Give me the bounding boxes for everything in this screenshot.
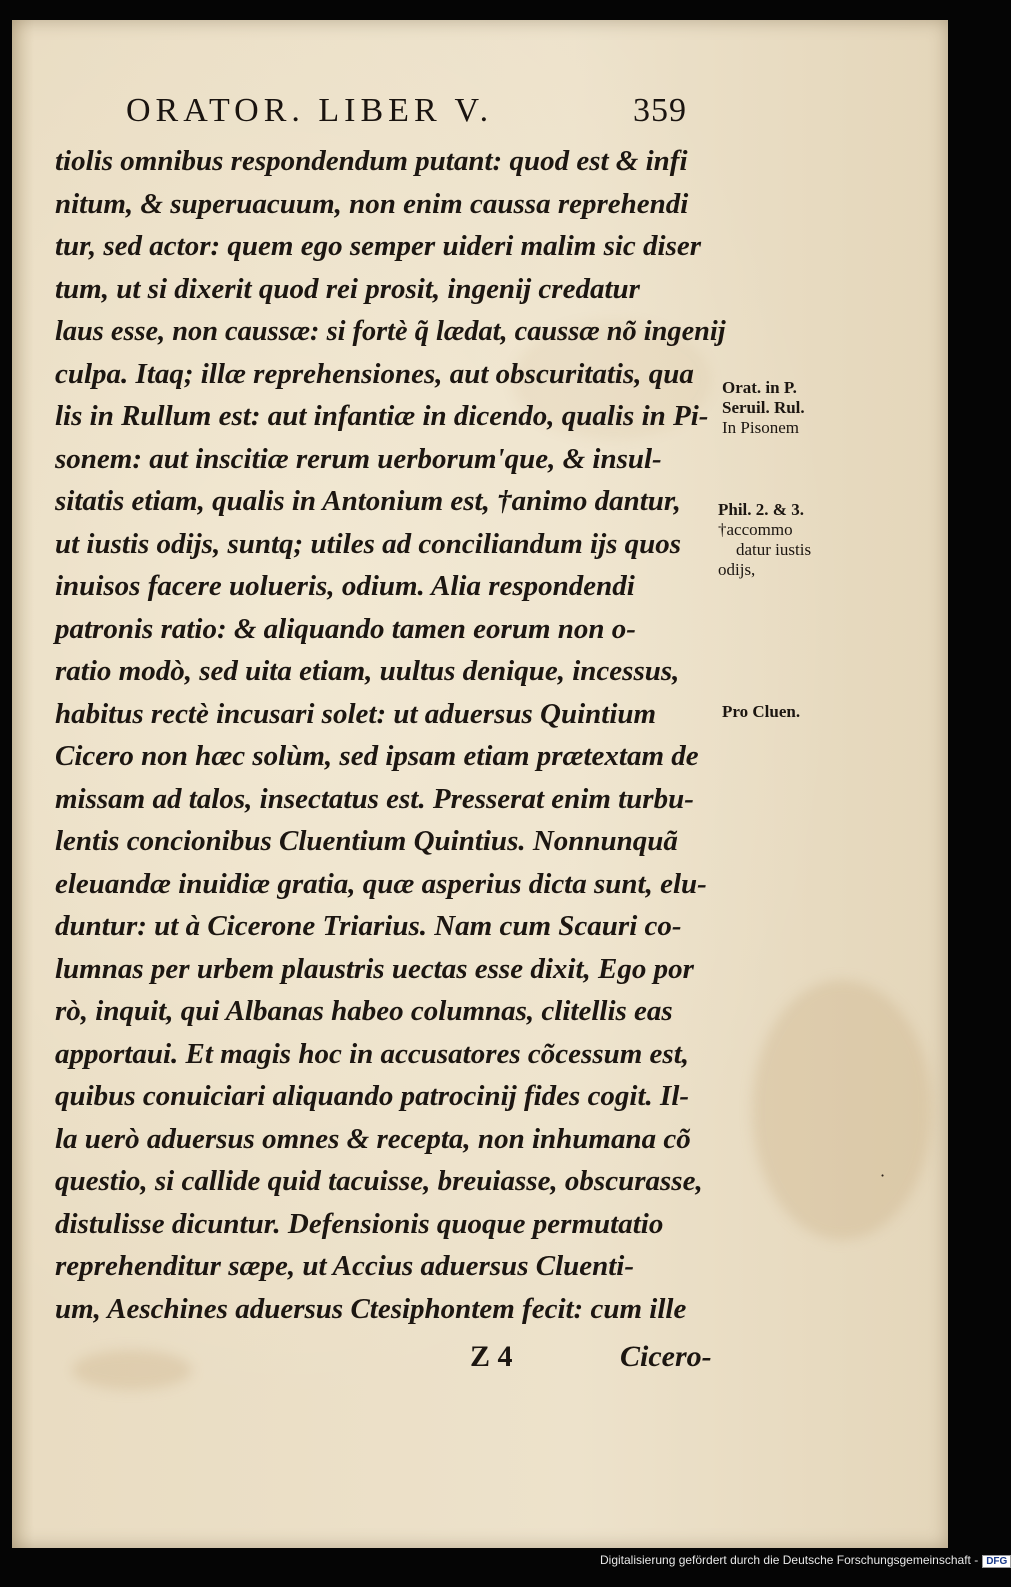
text-line: habitus rectè incusari solet: ut aduersus Quintium <box>55 697 657 730</box>
page-number: 359 <box>633 92 687 129</box>
digitization-footer <box>600 1553 1008 1573</box>
margin-note-line: Phil. 2. & 3. <box>718 500 804 519</box>
text-line: missam ad talos, insectatus est. Presserat enim turbu- <box>55 782 694 815</box>
text-line: sonem: aut inscitiæ rerum uerborum'que, & insul- <box>55 442 662 475</box>
text-line: questio, si callide quid tacuisse, breuiasse, obscurasse, <box>55 1165 703 1197</box>
footer-text: Digitalisierung gefördert durch die Deutsche Forschungsgemeinschaft - <box>600 1553 979 1567</box>
margin-note-line: odijs, <box>718 560 756 579</box>
margin-note-line: Seruil. Rul. <box>722 398 805 417</box>
text-line: patronis ratio: & aliquando tamen eorum non o- <box>55 612 636 645</box>
text-line: rò, inquit, qui Albanas habeo columnas, clitellis eas <box>55 995 673 1027</box>
text-line: um, Aeschines aduersus Ctesiphontem fecit: cum ille <box>55 1292 687 1325</box>
margin-note-line: Orat. in P. <box>722 378 797 397</box>
text-line: ratio modò, sed uita etiam, uultus denique, incessus, <box>55 655 680 687</box>
margin-note-pro-cluen <box>722 702 800 722</box>
margin-note-line: datur iustis <box>736 540 812 559</box>
text-line: culpa. Itaq; illæ reprehensiones, aut obscuritatis, qua <box>55 357 694 390</box>
text-line: apportaui. Et magis hoc in accusatores cõcessum est, <box>55 1037 690 1070</box>
ink-speck-icon: · <box>880 1166 886 1185</box>
margin-note-orat-in-p <box>722 378 805 438</box>
text-line: lumnas per urbem plaustris uectas esse dixit, Ego por <box>55 952 694 985</box>
text-line: tur, sed actor: quem ego semper uideri malim sic diser <box>55 230 702 262</box>
text-line: sitatis etiam, qualis in Antonium est, †animo dantur, <box>55 485 681 517</box>
text-line: la uerò aduersus omnes & recepta, non inhumana cõ <box>55 1122 691 1155</box>
margin-note-phil <box>718 500 811 580</box>
text-line: lentis concionibus Cluentium Quintius. Nonnunquã <box>55 825 678 857</box>
signature-mark: Z 4 <box>470 1340 513 1373</box>
text-line: inuisos facere uolueris, odium. Alia respondendi <box>55 570 635 602</box>
text-line: ut iustis odijs, suntq; utiles ad conciliandum ijs quos <box>55 527 682 560</box>
text-line: reprehenditur sæpe, ut Accius aduersus Cluenti- <box>55 1250 635 1282</box>
catchword: Cicero- <box>620 1340 712 1373</box>
text-line: Cicero non hæc solùm, sed ipsam etiam prætextam de <box>55 740 699 772</box>
running-header <box>118 90 718 140</box>
text-line: lis in Rullum est: aut infantiæ in dicendo, qualis in Pi- <box>55 400 709 432</box>
margin-note-line: †accommo <box>718 520 793 539</box>
text-line: nitum, & superuacuum, non enim caussa reprehendi <box>55 187 689 220</box>
running-title: ORATOR. LIBER V. <box>126 92 494 129</box>
text-line: tum, ut si dixerit quod rei prosit, ingenij credatur <box>55 272 640 305</box>
margin-note-line: Pro Cluen. <box>722 702 801 721</box>
text-line: quibus conuiciari aliquando patrocinij fides cogit. Il- <box>55 1080 690 1112</box>
dfg-logo-icon: DFG <box>982 1555 1011 1568</box>
text-line: tiolis omnibus respondendum putant: quod est & infi <box>55 145 688 177</box>
text-line: eleuandæ inuidiæ gratia, quæ asperius dicta sunt, elu- <box>55 867 707 900</box>
text-line: duntur: ut à Cicerone Triarius. Nam cum Scauri co- <box>55 910 682 942</box>
text-line: laus esse, non caussæ: si fortè q̃ lædat, caussæ nõ ingenij <box>55 315 726 347</box>
margin-note-line: In Pisonem <box>722 418 799 437</box>
text-line: distulisse dicuntur. Defensionis quoque permutatio <box>55 1207 664 1240</box>
main-text-block <box>55 140 725 1330</box>
